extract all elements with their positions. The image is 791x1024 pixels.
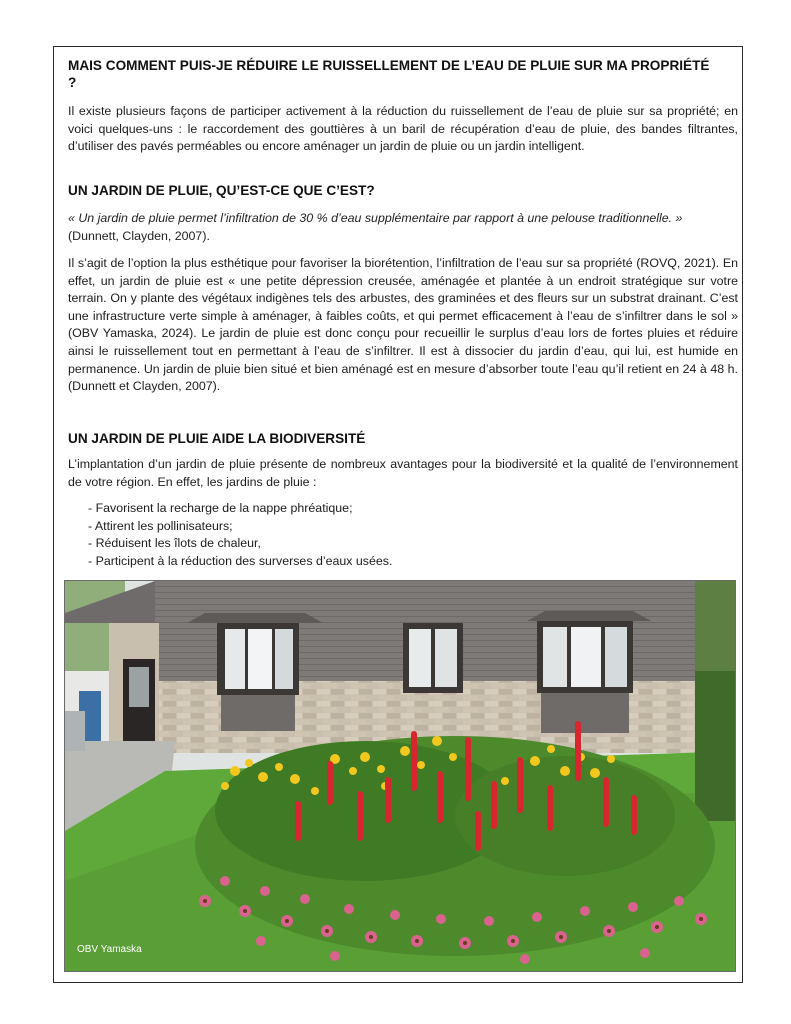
photo-credit: OBV Yamaska — [77, 944, 142, 955]
rain-garden-photo — [64, 580, 736, 972]
window-roof — [527, 611, 651, 621]
section-heading-biodiversity: UN JARDIN DE PLUIE AIDE LA BIODIVERSITÉ — [68, 431, 366, 446]
list-item: - Favorisent la recharge de la nappe phréatique; — [88, 500, 688, 518]
section-paragraph-runoff: Il existe plusieurs façons de participer activement à la réduction du ruissellement de l’eau de pluie sur sa propriété; en voici quelques-uns : le raccordement des gouttières à un baril de récupération d’eau de pluie, des bandes filtrantes, d’utiliser des pavés perméables ou encore aménager un jardin de pluie ou un jardin intelligent. — [68, 104, 738, 154]
window-roof — [187, 613, 323, 623]
door-window — [129, 667, 149, 707]
benefits-list — [88, 500, 688, 570]
hedge — [695, 671, 736, 821]
list-item: - Attirent les pollinisateurs; — [88, 518, 688, 536]
quote-source: (Dunnett, Clayden, 2007). — [68, 228, 210, 243]
section-paragraph-rain-garden: Il s’agit de l’option la plus esthétique pour favoriser la biorétention, l’infiltration de l’eau sur sa propriété (ROVQ, 2021). En effet, un jardin de pluie est « une petite dépression creusée, aménagée et plantée à un endroit stratégique sur votre terrain. On y plante des végétaux indigènes tels des arbustes, des graminées et des fleurs sur un substrat drainant. C’est une infrastructure verte simple à aménager, à faibles coûts, et qui permet efficacement à l’eau de s’infiltrer dans le sol » (OBV Yamaska, 2024). Le jardin de pluie est donc conçu pour recueillir le surplus d’eau lors de fortes pluies et réduire ainsi le ruissellement tout en permettant à l’eau de s’infiltrer. Il est à dissocier du jardin d’eau, qui lui, est humide en permanence. Un jardin de pluie bien situé et bien aménagé est en mesure d’absorber toute l’eau qu’il retient en 24 à 48 h. (Dunnett et Clayden, 2007). — [68, 256, 738, 394]
quote-text: « Un jardin de pluie permet l’infiltration de 30 % d’eau supplémentaire par rapport à une pelouse traditionnelle. » — [68, 211, 683, 225]
house-garden-illustration — [65, 581, 736, 972]
section-paragraph-biodiversity: L’implantation d’un jardin de pluie présente de nombreux avantages pour la biodiversité et la qualité de l’environnement de votre région. En effet, les jardins de pluie : — [68, 457, 738, 489]
section-heading-rain-garden: UN JARDIN DE PLUIE, QU’EST-CE QUE C’EST? — [68, 183, 375, 198]
rain-garden-quote — [68, 210, 708, 245]
section-heading-runoff: MAIS COMMENT PUIS-JE RÉDUIRE LE RUISSELLEMENT DE L’EAU DE PLUIE SUR MA PROPRIÉTÉ ? — [68, 58, 710, 90]
parked-car — [65, 711, 85, 751]
list-item: - Réduisent les îlots de chaleur, — [88, 535, 688, 553]
list-item: - Participent à la réduction des surverses d’eaux usées. — [88, 553, 688, 571]
